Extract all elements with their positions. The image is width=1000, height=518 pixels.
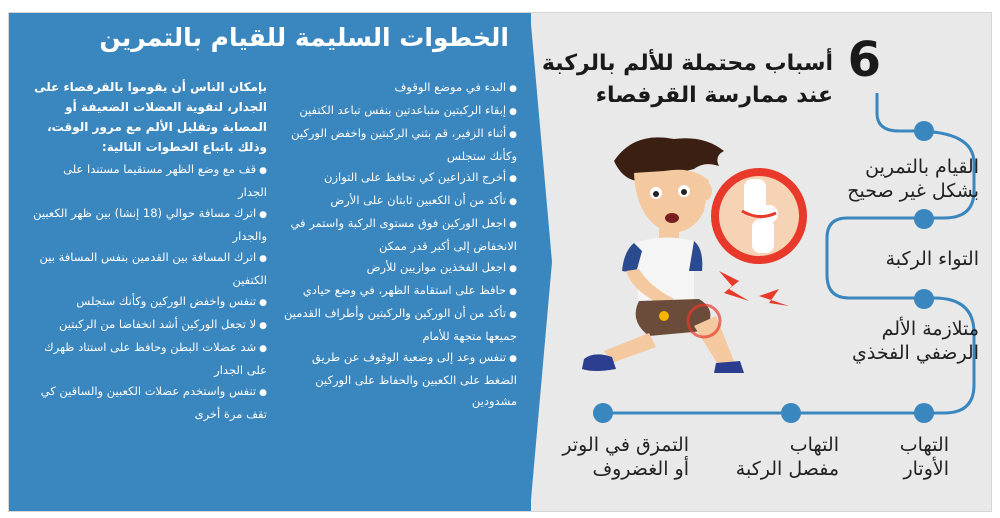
wall-step-item: ●اترك مسافة حوالي (18 إنشا) بين ظهر الكعبين والجدار (33, 206, 267, 243)
step-item: ●اجعل الوركين فوق مستوى الركبة واستمر في الانخفاض إلى أكبر قدر ممكن (290, 216, 517, 253)
causes-title: أسباب محتملة للألم بالركبة (541, 51, 833, 76)
steps-title: الخطوات السليمة للقيام بالتمرين (99, 23, 509, 52)
cause-label: القيام بالتمرين بشكل غير صحيح (847, 156, 979, 202)
causes-number: 6 (847, 32, 881, 88)
wall-step-item: ●قف مع وضع الظهر مستقيما مستندا على الجدار (63, 162, 267, 199)
step-item: ●اجعل الفخذين موازيين للأرض (366, 260, 517, 274)
cause-label: التهاب الأوتار (899, 434, 949, 480)
step-item: ●أخرج الذراعين كي تحافظ على التوازن (324, 170, 517, 184)
cause-marker (593, 403, 613, 423)
cause-marker (914, 209, 934, 229)
causes-subtitle: عند ممارسة القرفصاء (595, 83, 833, 108)
wall-step-item: ●تنفس واخفض الوركين وكأنك ستجلس (76, 294, 267, 308)
step-item: ●تنفس وعد إلى وضعية الوقوف عن طريق الضغط على الكعبين والحفاظ على الوركين مشدودين (311, 350, 517, 408)
cause-marker (781, 403, 801, 423)
step-item: ●تأكد من أن الكعبين ثابتان على الأرض (330, 193, 517, 207)
cause-marker (914, 121, 934, 141)
step-item: ●إبقاء الركبتين متباعدتين بنفس تباعد الكتفين (299, 103, 517, 117)
wall-step-item: ●تنفس واستخدم عضلات الكعبين والساقين كي تقف مرة أخرى (40, 384, 267, 421)
cause-label: التهاب مفصل الركبة (735, 434, 839, 480)
cause-label: التمزق في الوتر أو الغضروف (562, 434, 689, 480)
step-item: ●أثناء الزفير، قم بثني الركبتين واخفض الوركين وكأنك ستجلس (291, 126, 517, 163)
cause-label: متلازمة الألم الرضفي الفخذي (852, 318, 979, 364)
cause-marker (914, 289, 934, 309)
wall-step-item: ●شد عضلات البطن وحافظ على استناد ظهرك على الجدار (44, 340, 267, 377)
wall-step-item: ●اترك المسافة بين القدمين بنفس المسافة بين الكتفين (39, 250, 267, 287)
step-item: ●تأكد من أن الوركين والركبتين وأطراف القدمين جميعها متجهة للأمام (284, 306, 517, 343)
step-item: ●حافظ على استقامة الظهر، في وضع حيادي (302, 283, 517, 297)
knee-pain-illustration (544, 121, 814, 391)
step-item: ●البدء في موضع الوقوف (394, 80, 517, 94)
intro-text: بإمكان الناس أن يقوموا بالقرفصاء على الجدار، لتقوية العضلات الضعيفة أو المصابة وتقليل الألم مع مرور الوقت، وذلك باتباع الخطوات التالية: (34, 80, 267, 154)
cause-marker (914, 403, 934, 423)
infographic (8, 12, 992, 512)
cause-label: التواء الركبة (885, 248, 979, 270)
wall-step-item: ●لا تجعل الوركين أشد انخفاضا من الركبتين (59, 317, 267, 331)
